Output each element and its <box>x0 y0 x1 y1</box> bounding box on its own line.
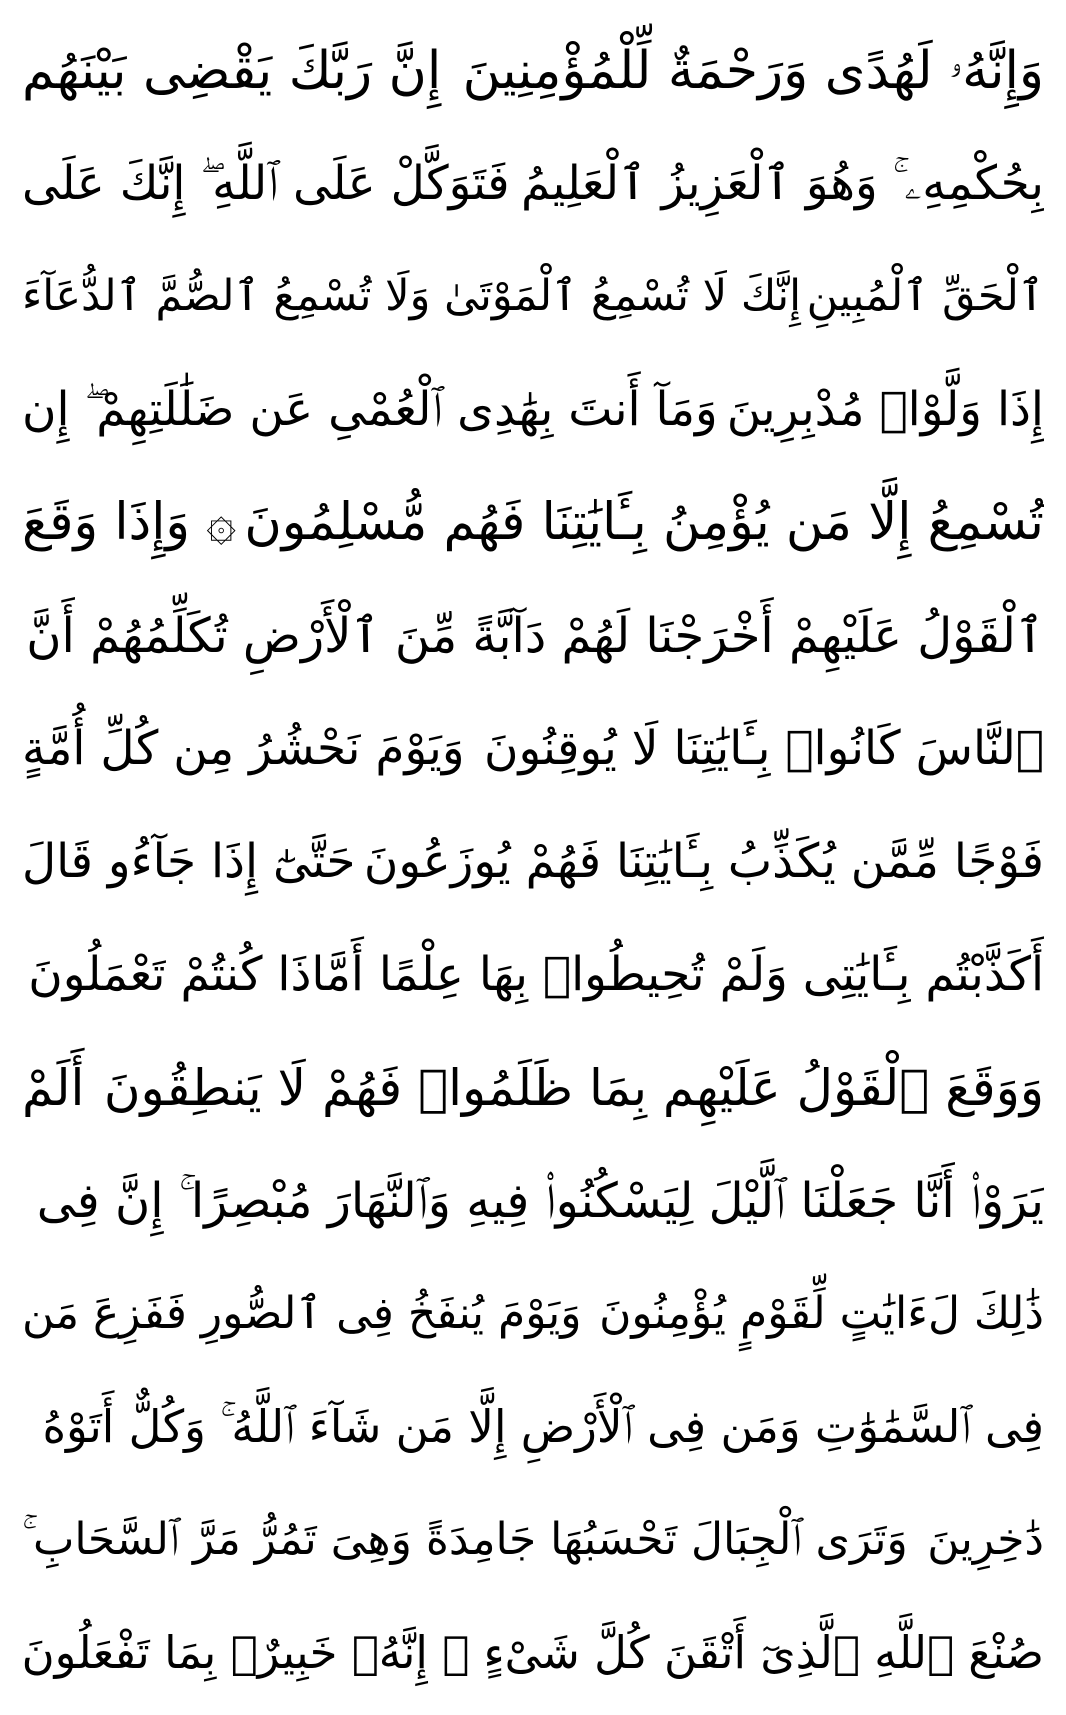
verse-segment: ٱلْحَقِّ ٱلْمُبِينِ <box>806 271 1044 321</box>
verse-segment: وَتَرَى ٱلْجِبَالَ تَحْسَبُهَا جَامِدَةً وَهِىَ تَمُرُّ مَرَّ ٱلسَّحَابِ ۚ <box>22 1513 908 1565</box>
verse-segment: أَلَمْ <box>22 1058 85 1117</box>
verse-segment: إِنَّ رَبَّكَ يَقْضِى بَيْنَهُم <box>22 40 442 101</box>
verse-segment: فَتَوَكَّلْ عَلَى ٱللَّهِ ۖ إِنَّكَ عَلَى <box>22 156 510 211</box>
verse-segment: فَوْجًا مِّمَّن يُكَذِّبُ بِـَٔايَٰتِنَا فَهُمْ يُوزَعُونَ <box>363 834 1044 889</box>
verse-segment: إِنَّكَ لَا تُسْمِعُ ٱلْمَوْتَىٰ وَلَا تُسْمِعُ ٱلصُّمَّ ٱلدُّعَآءَ <box>22 271 802 321</box>
verse-segment: فِى ٱلسَّمَٰوَٰتِ وَمَن فِى ٱلْأَرْضِ إِلَّا مَن شَآءَ ٱللَّهُ ۚ وَكُلٌّ أَتَوْهُ <box>42 1400 1044 1453</box>
verse-line <box>22 1483 1044 1596</box>
verse-segment: ۞ وَإِذَا وَقَعَ <box>22 493 237 552</box>
verse-segment: وَيَوْمَ نَحْشُرُ مِن كُلِّ أُمَّةٍ <box>22 721 465 776</box>
verse-segment: أَكَذَّبْتُم بِـَٔايَٰتِى وَلَمْ تُحِيطُوا۟ بِهَا عِلْمًا أَمَّاذَا كُنتُمْ تَعْمَلُونَ <box>28 947 1044 1002</box>
verse-segment: ٱلنَّاسَ كَانُوا۟ بِـَٔايَٰتِنَا لَا يُوقِنُونَ <box>483 721 1044 776</box>
verse-segment: صُنْعَ ٱللَّهِ ٱلَّذِىٓ أَتْقَنَ كُلَّ شَىْءٍ ۚ إِنَّهُۥ خَبِيرٌۢ بِمَا تَفْعَلُونَ <box>22 1626 1044 1679</box>
verse-segment: وَإِنَّهُۥ لَهُدًى وَرَحْمَةٌ لِّلْمُؤْمِنِينَ <box>462 40 1044 101</box>
verse-segment: إِذَا وَلَّوْا۟ مُدْبِرِينَ <box>726 382 1044 437</box>
verse-line <box>22 353 1044 466</box>
verse-segment: تُسْمِعُ إِلَّا مَن يُؤْمِنُ بِـَٔايَٰتِنَا فَهُم مُّسْلِمُونَ <box>244 493 1044 552</box>
verse-line <box>22 1596 1044 1709</box>
verse-segment: وَمَآ أَنتَ بِهَٰدِى ٱلْعُمْىِ عَن ضَلَٰلَتِهِمْ ۖ إِن <box>22 382 718 437</box>
verse-line <box>22 466 1044 579</box>
verse-segment: ٱلْقَوْلُ عَلَيْهِمْ أَخْرَجْنَا لَهُمْ دَآبَّةً مِّنَ ٱلْأَرْضِ تُكَلِّمُهُمْ أَنَّ <box>26 607 1044 664</box>
verse-line <box>22 127 1044 240</box>
verse-segment: حَتَّىٰٓ إِذَا جَآءُو قَالَ <box>22 834 356 889</box>
verse-line <box>22 805 1044 918</box>
verse-line <box>22 1257 1044 1370</box>
verse-line <box>22 1370 1044 1483</box>
verse-segment: بِحُكْمِهِۦ ۚ وَهُوَ ٱلْعَزِيزُ ٱلْعَلِيمُ <box>521 156 1044 211</box>
verse-line <box>22 14 1044 127</box>
verse-line <box>22 240 1044 353</box>
verse-line <box>22 1031 1044 1144</box>
verse-line <box>22 692 1044 805</box>
verse-segment: ذَٰلِكَ لَءَايَٰتٍ لِّقَوْمٍ يُؤْمِنُونَ <box>599 1287 1044 1339</box>
verse-segment: وَوَقَعَ ٱلْقَوْلُ عَلَيْهِم بِمَا ظَلَمُوا۟ فَهُمْ لَا يَنطِقُونَ <box>103 1058 1044 1117</box>
verse-segment: وَيَوْمَ يُنفَخُ فِى ٱلصُّورِ فَفَزِعَ مَن <box>22 1287 582 1339</box>
verse-line <box>22 579 1044 692</box>
verse-segment: دَٰخِرِينَ <box>927 1513 1044 1565</box>
verse-line <box>22 1144 1044 1257</box>
verse-line <box>22 918 1044 1031</box>
verse-segment: يَرَوْا۟ أَنَّا جَعَلْنَا ٱلَّيْلَ لِيَسْكُنُوا۟ فِيهِ وَٱلنَّهَارَ مُبْصِرًا ۚ إِنَّ فِى <box>36 1172 1044 1229</box>
